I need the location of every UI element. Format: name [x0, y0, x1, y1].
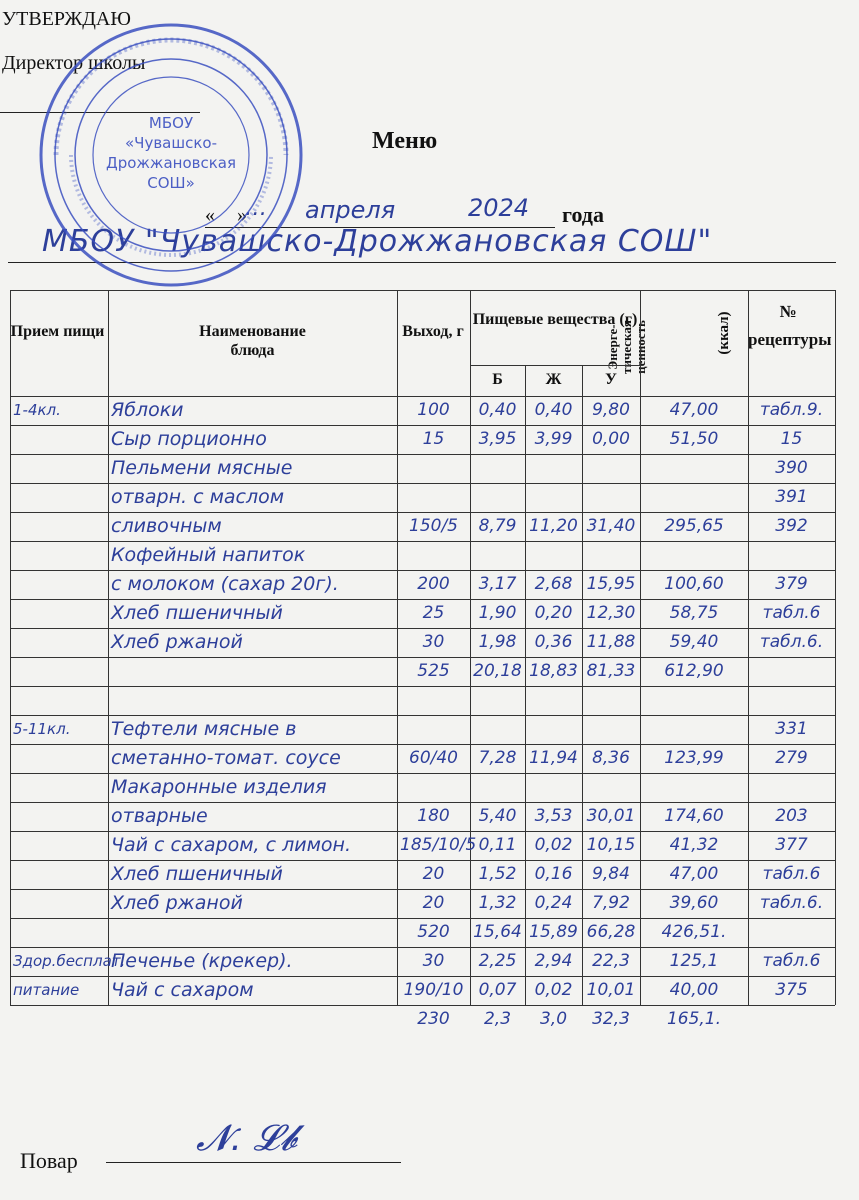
header-energy-unit: (ккал): [716, 311, 732, 355]
table-row-line: [10, 831, 835, 832]
table-cell-meal: питание: [13, 981, 80, 999]
table-cell-b: 1,32: [478, 893, 517, 913]
table-cell-energy: 125,1: [669, 951, 719, 971]
approve-label: УТВЕРЖДАЮ: [2, 8, 131, 30]
table-cell-u: 0,00: [592, 429, 630, 449]
table-cell-yield: 20: [422, 864, 445, 884]
table-cell-b: 5,40: [478, 806, 517, 826]
header-recipe: № рецептуры: [748, 302, 832, 349]
date-year: 2024: [468, 194, 530, 222]
table-row-line: [10, 744, 835, 745]
table-cell-recipe: 375: [775, 980, 808, 1000]
table-cell-energy: 59,40: [669, 632, 719, 652]
table-row-line: [10, 483, 835, 484]
table-column-line: [108, 290, 109, 1005]
table-cell-zh: 0,16: [534, 864, 573, 884]
table-cell-dish: Сыр порционно: [111, 428, 267, 450]
table-row-line: [10, 715, 835, 716]
seal-line-3: Дрожжановская: [106, 154, 236, 172]
seal-line-2: «Чувашско-: [125, 134, 217, 152]
table-cell-zh: 15,89: [529, 922, 578, 942]
table-cell-energy: 58,75: [669, 603, 719, 623]
table-cell-energy: 123,99: [664, 748, 724, 768]
page-title: Меню: [372, 128, 438, 154]
table-cell-yield: 190/10: [403, 980, 464, 1000]
table-row-line: [10, 570, 835, 571]
table-cell-recipe: 331: [775, 719, 808, 739]
table-column-line: [748, 290, 749, 1005]
header-meal: Прием пищи: [10, 323, 105, 340]
table-cell-dish: Пельмени мясные: [111, 457, 293, 479]
table-cell-energy: 41,32: [669, 835, 719, 855]
table-cell-zh: 3,99: [534, 429, 573, 449]
table-cell-dish: Чай с сахаром, с лимон.: [111, 834, 352, 856]
table-cell-b: 3,17: [478, 574, 517, 594]
table-cell-recipe: табл.6.: [759, 893, 824, 913]
table-cell-energy: 174,60: [664, 806, 724, 826]
table-cell-yield: 150/5: [409, 516, 458, 536]
table-cell-recipe: 390: [775, 458, 808, 478]
table-cell-dish: сметанно-томат. соусе: [111, 747, 341, 769]
table-cell-yield: 185/10/5: [400, 835, 477, 855]
table-cell-energy: 426,51.: [661, 922, 727, 942]
table-cell-recipe: табл.6: [762, 864, 821, 884]
table-cell-b: 1,52: [478, 864, 517, 884]
table-cell-yield: 180: [417, 806, 450, 826]
table-cell-yield: 20: [422, 893, 445, 913]
table-cell-u: 10,15: [586, 835, 636, 855]
table-cell-energy: 51,50: [669, 429, 719, 449]
table-row-line: [10, 425, 835, 426]
table-cell-recipe: 379: [775, 574, 808, 594]
table-cell-dish: отварн. с маслом: [111, 486, 285, 508]
table-cell-dish: Кофейный напиток: [111, 544, 306, 566]
table-cell-zh: 18,83: [529, 661, 578, 681]
table-cell-b: 8,79: [478, 516, 517, 536]
table-cell-recipe: 279: [775, 748, 808, 768]
cook-label: Повар: [20, 1148, 78, 1173]
table-cell-b: 20,18: [473, 661, 522, 681]
date-quote-open: «: [205, 204, 215, 226]
table-cell-dish: Хлеб пшеничный: [111, 863, 283, 885]
table-cell-yield: 30: [422, 951, 445, 971]
school-seal-stamp: [36, 20, 306, 290]
table-column-line: [835, 290, 836, 1005]
table-cell-yield: 520: [417, 922, 450, 942]
seal-line-4: СОШ»: [147, 174, 195, 192]
table-cell-recipe: 392: [775, 516, 808, 536]
table-cell-dish: Хлеб ржаной: [111, 631, 243, 653]
table-cell-yield: 15: [422, 429, 445, 449]
header-b: Б: [492, 371, 503, 388]
table-cell-dish: Печенье (крекер).: [111, 950, 293, 972]
table-cell-dish: Тефтели мясные в: [111, 718, 297, 740]
table-column-line: [640, 290, 641, 1005]
cook-signature: 𝓝. 𝓛𝓫: [196, 1118, 298, 1159]
table-cell-b: 0,11: [478, 835, 517, 855]
table-cell-zh: 11,20: [529, 516, 578, 536]
table-cell-dish: Чай с сахаром: [111, 979, 254, 1001]
table-cell-meal: 5-11кл.: [13, 720, 71, 738]
total-cell-b: 2,3: [483, 1009, 512, 1029]
table-cell-u: 12,30: [586, 603, 636, 623]
table-cell-zh: 0,02: [534, 980, 573, 1000]
table-cell-u: 11,88: [586, 632, 636, 652]
table-cell-recipe: 15: [780, 429, 803, 449]
header-dish: Наименование блюда: [199, 323, 306, 359]
table-cell-u: 9,80: [592, 400, 630, 420]
table-row-line: [10, 657, 835, 658]
table-cell-b: 3,95: [478, 429, 517, 449]
table-row-line: [10, 918, 835, 919]
school-name: МБОУ "Чувашско-Дрожжановская СОШ": [42, 224, 713, 259]
table-cell-recipe: табл.6: [762, 951, 821, 971]
table-cell-b: 1,98: [478, 632, 517, 652]
table-cell-dish: Хлеб ржаной: [111, 892, 243, 914]
table-cell-u: 66,28: [586, 922, 636, 942]
table-cell-yield: 25: [422, 603, 445, 623]
table-subheader-line: [470, 365, 640, 366]
table-row-line: [10, 599, 835, 600]
table-cell-recipe: табл.9.: [759, 400, 824, 420]
table-cell-recipe: 377: [775, 835, 808, 855]
table-column-line: [525, 365, 526, 1005]
table-cell-recipe: 391: [775, 487, 808, 507]
table-cell-zh: 0,20: [534, 603, 573, 623]
director-label: Директор школы: [2, 52, 146, 74]
table-cell-b: 2,25: [478, 951, 517, 971]
table-cell-zh: 3,53: [534, 806, 573, 826]
table-cell-dish: отварные: [111, 805, 208, 827]
table-cell-b: 15,64: [473, 922, 522, 942]
table-cell-yield: 30: [422, 632, 445, 652]
table-cell-u: 10,01: [586, 980, 636, 1000]
table-cell-u: 81,33: [586, 661, 636, 681]
table-cell-yield: 200: [417, 574, 450, 594]
total-cell-yield: 230: [417, 1009, 450, 1029]
seal-line-1: МБОУ: [148, 114, 194, 132]
table-cell-u: 15,95: [586, 574, 636, 594]
table-cell-u: 8,36: [592, 748, 630, 768]
table-cell-energy: 40,00: [669, 980, 719, 1000]
header-energy: Энерге-тическая ценность: [605, 320, 648, 374]
table-cell-dish: сливочным: [111, 515, 222, 537]
table-row-line: [10, 454, 835, 455]
table-top-line: [10, 290, 835, 291]
table-row-line: [10, 512, 835, 513]
table-row-line: [10, 860, 835, 861]
table-cell-dish: Яблоки: [111, 399, 184, 421]
table-cell-recipe: табл.6.: [759, 632, 824, 652]
header-u: У: [605, 371, 617, 388]
table-column-line: [10, 290, 11, 1005]
date-day: …: [245, 196, 267, 221]
table-cell-b: 0,40: [478, 400, 517, 420]
cook-signature-line: [106, 1162, 401, 1163]
table-cell-meal: Здор.бесплат.: [13, 952, 126, 970]
table-cell-energy: 39,60: [669, 893, 719, 913]
table-row-line: [10, 541, 835, 542]
table-cell-zh: 0,02: [534, 835, 573, 855]
table-cell-u: 22,3: [592, 951, 630, 971]
table-cell-b: 7,28: [478, 748, 517, 768]
table-cell-energy: 295,65: [664, 516, 724, 536]
table-cell-yield: 60/40: [409, 748, 458, 768]
table-cell-u: 7,92: [592, 893, 630, 913]
table-cell-b: 0,07: [478, 980, 517, 1000]
table-row-line: [10, 976, 835, 977]
total-cell-zh: 3,0: [539, 1009, 568, 1029]
table-column-line: [582, 365, 583, 1005]
table-cell-u: 30,01: [586, 806, 636, 826]
table-cell-meal: 1-4кл.: [13, 401, 61, 419]
table-column-line: [470, 290, 471, 1005]
table-cell-zh: 2,68: [534, 574, 573, 594]
table-row-line: [10, 686, 835, 687]
table-cell-zh: 11,94: [529, 748, 578, 768]
table-cell-energy: 612,90: [664, 661, 724, 681]
table-row-line: [10, 396, 835, 397]
table-cell-b: 1,90: [478, 603, 517, 623]
date-month: апреля: [305, 196, 396, 224]
table-row-line: [10, 1005, 835, 1006]
table-cell-energy: 47,00: [669, 864, 719, 884]
table-cell-zh: 0,36: [534, 632, 573, 652]
table-cell-energy: 47,00: [669, 400, 719, 420]
table-cell-dish: с молоком (сахар 20г).: [111, 573, 339, 595]
total-cell-u: 32,3: [592, 1009, 630, 1029]
table-cell-u: 31,40: [586, 516, 636, 536]
table-column-line: [397, 290, 398, 1005]
header-nutrients: Пищевые вещества (г): [472, 311, 638, 328]
table-row-line: [10, 889, 835, 890]
date-quote-close: »: [237, 204, 247, 226]
table-cell-recipe: 203: [775, 806, 808, 826]
header-yield: Выход, г: [402, 323, 464, 340]
table-cell-yield: 100: [417, 400, 450, 420]
table-cell-dish: Макаронные изделия: [111, 776, 327, 798]
table-row-line: [10, 802, 835, 803]
table-cell-recipe: табл.6: [762, 603, 821, 623]
table-cell-energy: 100,60: [664, 574, 724, 594]
table-row-line: [10, 773, 835, 774]
table-cell-zh: 0,40: [534, 400, 573, 420]
table-cell-dish: Хлеб пшеничный: [111, 602, 283, 624]
table-row-line: [10, 947, 835, 948]
table-cell-zh: 0,24: [534, 893, 573, 913]
header-zh: Ж: [545, 371, 562, 388]
total-cell-energy: 165,1.: [666, 1009, 722, 1029]
table-cell-yield: 525: [417, 661, 450, 681]
table-row-line: [10, 628, 835, 629]
date-suffix: года: [562, 202, 604, 227]
table-cell-zh: 2,94: [534, 951, 573, 971]
table-cell-u: 9,84: [592, 864, 630, 884]
